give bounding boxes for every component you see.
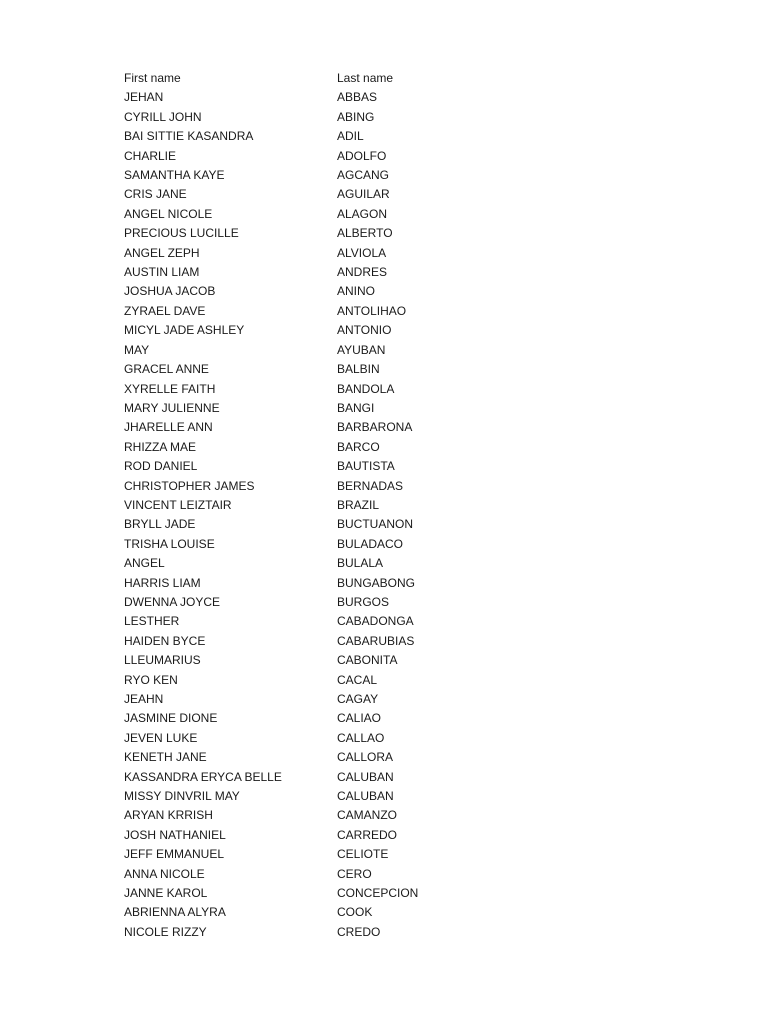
first-name-cell: CYRILL JOHN xyxy=(124,109,202,124)
first-name-cell: MISSY DINVRIL MAY xyxy=(124,789,240,804)
first-name-cell: CRIS JANE xyxy=(124,187,187,202)
first-name-cell: JEVEN LUKE xyxy=(124,730,198,745)
first-name-cell: ANGEL xyxy=(124,556,165,571)
last-name-cell: BERNADAS xyxy=(337,478,404,493)
last-name-cell: CONCEPCION xyxy=(337,886,419,901)
last-name-header: Last name xyxy=(337,71,394,85)
table-row xyxy=(124,729,477,748)
table-row xyxy=(124,127,477,146)
table-row xyxy=(124,282,477,301)
table-row xyxy=(124,399,477,418)
first-name-cell: KENETH JANE xyxy=(124,750,207,765)
last-name-cell: ALBERTO xyxy=(337,226,393,241)
first-name-cell: AUSTIN LIAM xyxy=(124,265,200,280)
table-row xyxy=(124,748,477,767)
first-name-cell: PRECIOUS LUCILLE xyxy=(124,226,239,241)
first-name-cell: CHRISTOPHER JAMES xyxy=(124,478,255,493)
last-name-cell: CARREDO xyxy=(337,827,398,842)
table-row xyxy=(124,360,477,379)
last-name-cell: CABADONGA xyxy=(337,614,414,629)
last-name-cell: BULALA xyxy=(337,556,384,571)
last-name-cell: BRAZIL xyxy=(337,497,380,512)
first-name-cell: TRISHA LOUISE xyxy=(124,536,215,551)
table-row xyxy=(124,923,477,942)
table-row xyxy=(124,690,477,709)
first-name-cell: BAI SITTIE KASANDRA xyxy=(124,129,254,144)
first-name-cell: BRYLL JADE xyxy=(124,517,196,532)
names-table xyxy=(124,69,477,942)
last-name-cell: CABARUBIAS xyxy=(337,633,415,648)
table-row xyxy=(124,845,477,864)
last-name-cell: ALAGON xyxy=(337,206,388,221)
last-name-cell: ADIL xyxy=(337,129,364,144)
first-name-cell: ROD DANIEL xyxy=(124,459,198,474)
first-name-cell: JASMINE DIONE xyxy=(124,711,218,726)
last-name-cell: BUNGABONG xyxy=(337,575,416,590)
table-row xyxy=(124,768,477,787)
first-name-cell: CHARLIE xyxy=(124,148,177,163)
table-row xyxy=(124,205,477,224)
table-row xyxy=(124,224,477,243)
table-row xyxy=(124,88,477,107)
last-name-cell: CAMANZO xyxy=(337,808,397,823)
last-name-cell: CALLAO xyxy=(337,730,385,745)
last-name-cell: CREDO xyxy=(337,924,381,939)
last-name-cell: BURGOS xyxy=(337,594,390,609)
table-row xyxy=(124,185,477,204)
last-name-cell: CALUBAN xyxy=(337,789,394,804)
first-name-cell: XYRELLE FAITH xyxy=(124,381,216,396)
table-row xyxy=(124,166,477,185)
table-row xyxy=(124,826,477,845)
last-name-cell: CALLORA xyxy=(337,750,394,765)
last-name-cell: ANTONIO xyxy=(337,323,392,338)
table-header xyxy=(124,69,477,88)
last-name-cell: BAUTISTA xyxy=(337,459,395,474)
last-name-cell: ANDRES xyxy=(337,265,388,280)
first-name-cell: JEAHN xyxy=(124,692,164,706)
table-row xyxy=(124,535,477,554)
table-row xyxy=(124,302,477,321)
last-name-cell: CACAL xyxy=(337,672,378,687)
last-name-cell: CABONITA xyxy=(337,653,398,668)
last-name-cell: CALIAO xyxy=(337,711,382,726)
table-row xyxy=(124,671,477,690)
table-row xyxy=(124,263,477,282)
first-name-cell: MICYL JADE ASHLEY xyxy=(124,323,245,338)
first-name-cell: JHARELLE ANN xyxy=(124,420,213,435)
table-row xyxy=(124,108,477,127)
first-name-cell: JANNE KAROL xyxy=(124,886,208,901)
last-name-cell: CELIOTE xyxy=(337,847,389,862)
table-row xyxy=(124,593,477,612)
last-name-cell: ANINO xyxy=(337,284,376,299)
last-name-cell: ALVIOLA xyxy=(337,245,387,260)
table-row xyxy=(124,865,477,884)
last-name-cell: BULADACO xyxy=(337,536,404,551)
first-name-cell: NICOLE RIZZY xyxy=(124,924,207,939)
first-name-cell: JEHAN xyxy=(124,90,164,105)
first-name-cell: RYO KEN xyxy=(124,672,178,687)
last-name-cell: BANGI xyxy=(337,400,375,415)
table-row xyxy=(124,884,477,903)
first-name-cell: ANGEL ZEPH xyxy=(124,245,200,260)
first-name-cell: ARYAN KRRISH xyxy=(124,808,213,823)
first-name-cell: GRACEL ANNE xyxy=(124,362,209,377)
table-row xyxy=(124,418,477,437)
table-row xyxy=(124,632,477,651)
first-name-cell: ZYRAEL DAVE xyxy=(124,303,206,318)
last-name-cell: BUCTUANON xyxy=(337,517,414,532)
table-row xyxy=(124,457,477,476)
last-name-cell: CALUBAN xyxy=(337,769,394,784)
first-name-cell: JOSHUA JACOB xyxy=(124,284,216,299)
table-row xyxy=(124,147,477,166)
table-row xyxy=(124,321,477,340)
last-name-cell: CAGAY xyxy=(337,692,379,706)
first-name-cell: ABRIENNA ALYRA xyxy=(124,905,226,920)
first-name-cell: HAIDEN BYCE xyxy=(124,633,206,648)
first-name-cell: LLEUMARIUS xyxy=(124,653,201,668)
table-row xyxy=(124,806,477,825)
last-name-cell: BALBIN xyxy=(337,362,380,377)
table-row xyxy=(124,574,477,593)
table-body xyxy=(124,88,477,942)
last-name-cell: AGCANG xyxy=(337,168,390,183)
table-row xyxy=(124,515,477,534)
header-row xyxy=(124,69,477,88)
last-name-cell: BANDOLA xyxy=(337,381,395,396)
table-row xyxy=(124,341,477,360)
last-name-cell: ABBAS xyxy=(337,90,378,105)
last-name-cell: BARBARONA xyxy=(337,420,413,435)
last-name-cell: CERO xyxy=(337,866,372,881)
table-row xyxy=(124,612,477,631)
first-name-cell: VINCENT LEIZTAIR xyxy=(124,497,232,512)
table-row xyxy=(124,903,477,922)
first-name-header: First name xyxy=(124,71,181,85)
last-name-cell: AYUBAN xyxy=(337,342,386,357)
first-name-cell: DWENNA JOYCE xyxy=(124,594,221,609)
first-name-cell: MARY JULIENNE xyxy=(124,400,220,415)
first-name-cell: HARRIS LIAM xyxy=(124,575,201,590)
first-name-cell: SAMANTHA KAYE xyxy=(124,168,225,183)
first-name-cell: JEFF EMMANUEL xyxy=(124,847,225,862)
first-name-cell: ANGEL NICOLE xyxy=(124,206,213,221)
last-name-cell: COOK xyxy=(337,905,373,920)
last-name-cell: ABING xyxy=(337,109,375,124)
table-row xyxy=(124,438,477,457)
table-row xyxy=(124,554,477,573)
first-name-cell: JOSH NATHANIEL xyxy=(124,827,226,842)
table-row xyxy=(124,477,477,496)
last-name-cell: ANTOLIHAO xyxy=(337,303,407,318)
table-row xyxy=(124,244,477,263)
table-row xyxy=(124,496,477,515)
table-row xyxy=(124,709,477,728)
first-name-cell: RHIZZA MAE xyxy=(124,439,197,454)
table-row xyxy=(124,651,477,670)
table-row xyxy=(124,380,477,399)
first-name-cell: MAY xyxy=(124,342,150,357)
first-name-cell: LESTHER xyxy=(124,614,180,629)
table-row xyxy=(124,787,477,806)
first-name-cell: KASSANDRA ERYCA BELLE xyxy=(124,769,282,784)
last-name-cell: BARCO xyxy=(337,439,380,454)
last-name-cell: ADOLFO xyxy=(337,148,387,163)
first-name-cell: ANNA NICOLE xyxy=(124,866,205,881)
last-name-cell: AGUILAR xyxy=(337,187,390,202)
